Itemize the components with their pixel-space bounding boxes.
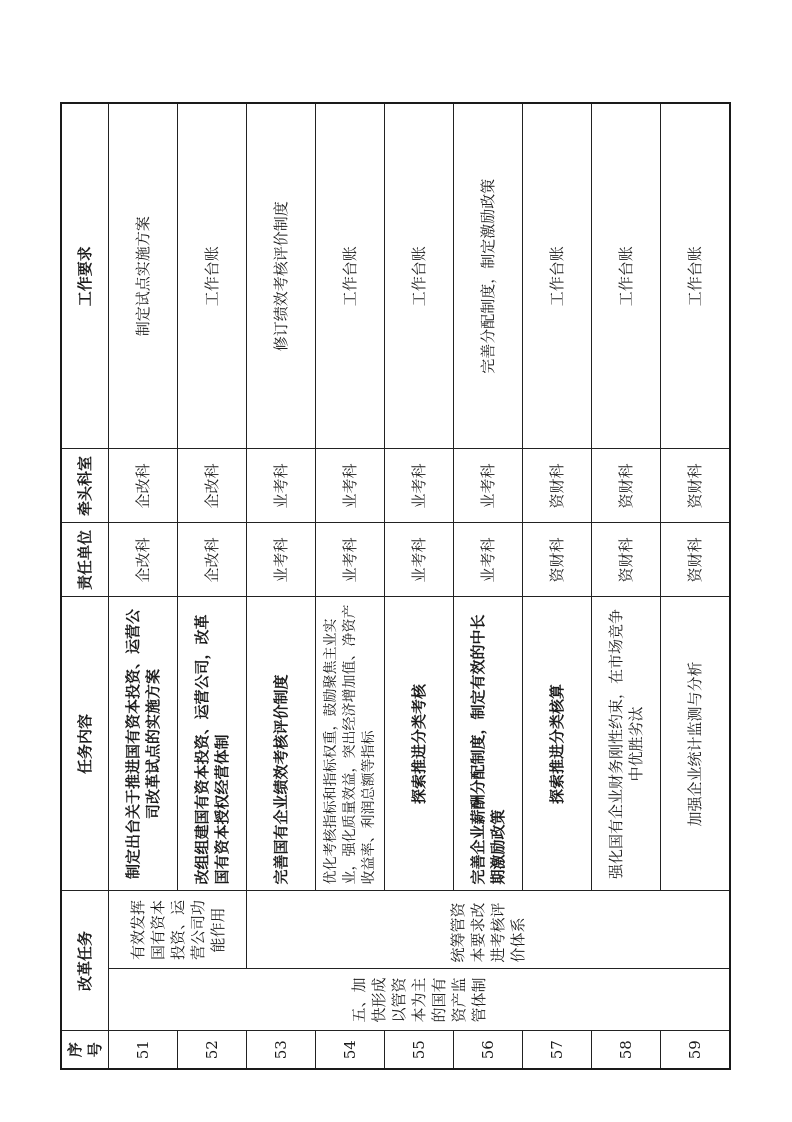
lead-department: 业考科 (316, 449, 385, 523)
responsible-unit: 业考科 (316, 523, 385, 597)
responsible-unit: 业考科 (454, 523, 523, 597)
task-content: 完善国有企业绩效考核评价制度 (247, 597, 316, 891)
responsible-unit: 资财科 (592, 523, 661, 597)
task-content: 加强企业统计监测与分析 (661, 597, 730, 891)
task-content: 改组组建国有资本投资、运营公司，改革国有资本授权经营体制 (178, 597, 247, 891)
responsible-unit: 资财科 (661, 523, 730, 597)
responsible-unit: 业考科 (247, 523, 316, 597)
reform-task-table (60, 102, 731, 1070)
header-responsible-unit: 责任单位 (61, 523, 109, 597)
lead-department: 业考科 (454, 449, 523, 523)
row-seq: 59 (661, 1031, 730, 1069)
row-seq: 52 (178, 1031, 247, 1069)
row-seq: 54 (316, 1031, 385, 1069)
row-seq: 51 (109, 1031, 178, 1069)
header-task-content: 任务内容 (61, 597, 109, 891)
row-seq: 58 (592, 1031, 661, 1069)
row-seq: 56 (454, 1031, 523, 1069)
work-requirement: 工作台账 (178, 103, 247, 449)
task-content: 探索推进分类考核 (385, 597, 454, 891)
header-requirement: 工作要求 (61, 103, 109, 449)
work-requirement: 工作台账 (316, 103, 385, 449)
lead-department: 资财科 (523, 449, 592, 523)
task-content: 优化考核指标和指标权重，鼓励聚焦主业实业，强化质量效益，突出经济增加值、净资产收益率、利润总额等指标 (316, 597, 385, 891)
rotated-table-wrapper (60, 104, 716, 1070)
task-content: 强化国有企业财务刚性约束，在市场竞争中优胜劣汰 (592, 597, 661, 891)
table-header-row (61, 103, 109, 1069)
lead-department: 业考科 (385, 449, 454, 523)
responsible-unit: 企改科 (178, 523, 247, 597)
lead-department: 资财科 (592, 449, 661, 523)
reform-task-section-five: 五、加快形成以管资本为主的国有资产监管体制 (109, 969, 730, 1031)
lead-department: 企改科 (109, 449, 178, 523)
lead-department: 企改科 (178, 449, 247, 523)
work-requirement: 工作台账 (592, 103, 661, 449)
work-requirement: 完善分配制度，制定激励政策 (454, 103, 523, 449)
table-row (109, 103, 178, 1069)
row-seq: 57 (523, 1031, 592, 1069)
responsible-unit: 企改科 (109, 523, 178, 597)
task-content: 完善企业薪酬分配制度，制定有效的中长期激励政策 (454, 597, 523, 891)
work-requirement: 工作台账 (661, 103, 730, 449)
lead-department: 资财科 (661, 449, 730, 523)
work-requirement: 工作台账 (523, 103, 592, 449)
lead-department: 业考科 (247, 449, 316, 523)
row-seq: 53 (247, 1031, 316, 1069)
header-reform-task: 改革任务 (61, 891, 109, 1031)
work-requirement: 制定试点实施方案 (109, 103, 178, 449)
reform-task-assessment-system: 统筹管资本要求改进考核评价体系 (247, 891, 730, 969)
work-requirement: 修订绩效考核评价制度 (247, 103, 316, 449)
header-seq: 序号 (61, 1031, 109, 1069)
header-lead-department: 牵头科室 (61, 449, 109, 523)
reform-task-capital-platform: 有效发挥国有资本投资、运营公司功能作用 (109, 891, 247, 969)
task-content: 制定出台关于推进国有资本投资、运营公司改革试点的实施方案 (109, 597, 178, 891)
task-content: 探索推进分类核算 (523, 597, 592, 891)
row-seq: 55 (385, 1031, 454, 1069)
table-row (247, 103, 316, 1069)
responsible-unit: 资财科 (523, 523, 592, 597)
work-requirement: 工作台账 (385, 103, 454, 449)
responsible-unit: 业考科 (385, 523, 454, 597)
